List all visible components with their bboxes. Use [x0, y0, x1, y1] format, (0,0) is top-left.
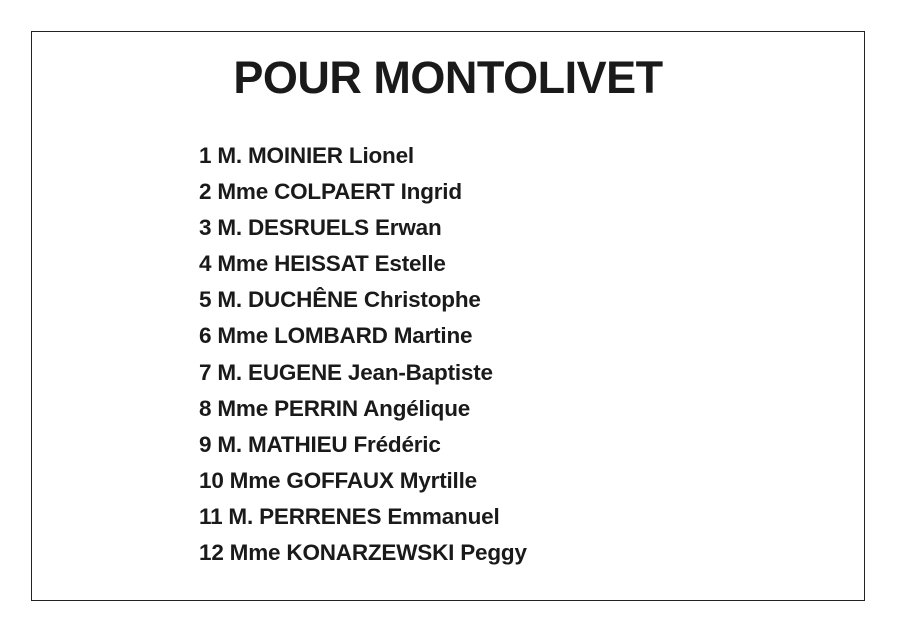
candidate-1: 1 M. MOINIER Lionel	[199, 143, 414, 168]
candidate-5: 5 M. DUCHÊNE Christophe	[199, 287, 481, 313]
candidate-11: 11 M. PERRENES Emmanuel	[199, 503, 500, 529]
candidate-list	[199, 138, 527, 571]
candidate-10: 10 Mme GOFFAUX Myrtille	[199, 467, 477, 493]
list-title: POUR MONTOLIVET	[233, 52, 663, 103]
candidate-9: 9 M. MATHIEU Frédéric	[199, 431, 441, 457]
candidate-4: 4 Mme HEISSAT Estelle	[199, 251, 446, 277]
candidate-3: 3 M. DESRUELS Erwan	[199, 215, 442, 241]
candidate-7: 7 M. EUGENE Jean-Baptiste	[199, 359, 493, 385]
candidate-8: 8 Mme PERRIN Angélique	[199, 395, 471, 421]
ballot-frame	[31, 31, 865, 601]
candidate-2: 2 Mme COLPAERT Ingrid	[199, 179, 462, 205]
candidate-6: 6 Mme LOMBARD Martine	[199, 323, 473, 349]
candidate-12: 12 Mme KONARZEWSKI Peggy	[199, 540, 527, 566]
